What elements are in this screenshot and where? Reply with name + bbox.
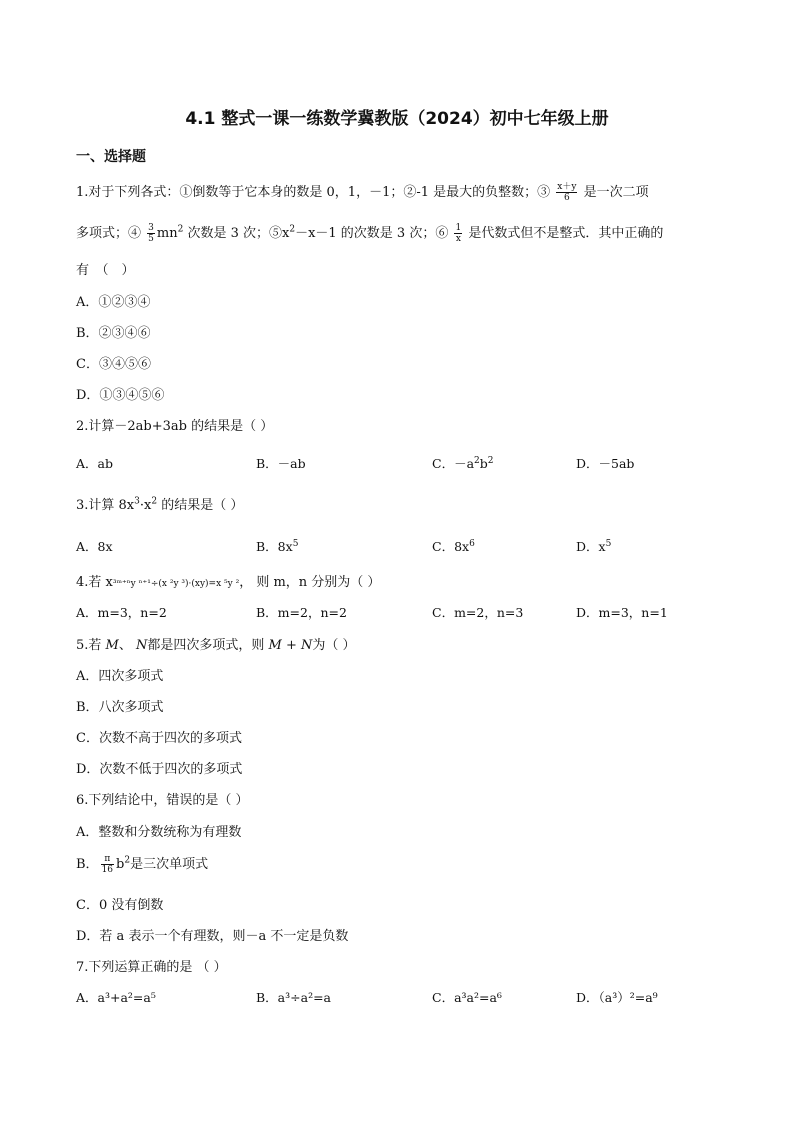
exponent: 3 [134, 496, 140, 507]
stem-text: 、 [118, 638, 136, 653]
fraction-3-over-5 [147, 223, 155, 244]
question-5-option-c[interactable]: C．次数不高于四次的多项式 [76, 731, 242, 746]
question-2-option-b[interactable]: B．－ab [256, 456, 306, 471]
question-1-line-2 [76, 222, 663, 244]
stem-text: 5.若 [76, 638, 106, 653]
option-text: B．8x [256, 539, 293, 554]
exponent: 2 [151, 496, 158, 507]
fraction-numerator: 3 [148, 223, 154, 233]
question-4-option-c[interactable]: C．m=2，n=3 [432, 605, 524, 620]
question-1-text-b: 是一次二项 [583, 185, 649, 200]
question-2-option-d[interactable]: D．－5ab [576, 456, 635, 471]
fraction-denominator: x [455, 234, 461, 244]
question-7-option-d[interactable]: D．（a³）²=a⁹ [576, 990, 658, 1005]
fraction-numerator: π [101, 854, 114, 865]
exponent: 6 [469, 538, 475, 549]
stem-text: 都是四次多项式，则 [147, 638, 269, 653]
question-7-stem: 7.下列运算正确的是 （ ） [76, 960, 227, 975]
question-3-option-b[interactable] [256, 537, 298, 555]
question-1-option-a[interactable]: A．①②③④ [76, 295, 151, 310]
question-5-stem [76, 634, 356, 653]
question-2-option-c[interactable] [432, 454, 494, 472]
question-3-option-a[interactable]: A．8x [76, 539, 113, 554]
option-text: D．x [576, 539, 606, 554]
question-5-option-a[interactable]: A．四次多项式 [76, 669, 164, 684]
stem-text: 为（ ） [312, 638, 356, 653]
fraction-denominator: 6 [564, 193, 570, 203]
fraction-pi-over-16 [101, 854, 114, 875]
variable-n: N [136, 638, 148, 653]
question-2-stem: 2.计算－2ab+3ab 的结果是（ ） [76, 419, 274, 434]
question-2-option-a[interactable]: A．ab [76, 456, 113, 471]
expression-m-plus-n: M + N [268, 638, 313, 653]
option-text: b [116, 857, 125, 872]
exponent: 5 [292, 538, 299, 549]
question-4-option-d[interactable]: D．m=3，n=1 [576, 605, 668, 620]
exponent: 2 [487, 455, 494, 466]
question-6-stem: 6.下列结论中，错误的是（ ） [76, 793, 249, 808]
option-text: C．8x [432, 539, 470, 554]
stem-text: ， 则 m，n 分别为（ ） [239, 575, 381, 590]
fraction-1-over-x [454, 223, 462, 244]
stem-expression: ³ᵐ⁺ⁿy ⁿ⁺¹÷(x ²y ³)·(xy)=x ⁵y ² [112, 579, 240, 589]
exponent: 2 [474, 455, 480, 466]
question-7-option-a[interactable]: A．a³+a²=a⁵ [76, 990, 156, 1005]
question-3-stem [76, 494, 243, 513]
exponent: 2 [289, 224, 296, 235]
section-heading: 一、选择题 [76, 149, 146, 165]
question-4-option-b[interactable]: B．m=2，n=2 [256, 605, 347, 620]
question-6-option-c[interactable]: C．0 没有倒数 [76, 898, 164, 913]
question-4-option-a[interactable]: A．m=3，n=2 [76, 605, 167, 620]
option-text: 是三次单项式 [130, 857, 209, 872]
question-1-option-b[interactable]: B．②③④⑥ [76, 326, 151, 341]
fraction-denominator: 16 [101, 865, 114, 875]
exponent: 2 [177, 224, 184, 235]
exponent: 5 [605, 538, 612, 549]
question-5-option-b[interactable]: B．八次多项式 [76, 700, 164, 715]
question-3-option-d[interactable] [576, 537, 611, 555]
question-1-option-c[interactable]: C．③④⑤⑥ [76, 357, 151, 372]
question-7-option-b[interactable]: B．a³÷a²=a [256, 990, 332, 1005]
stem-text: ·x [139, 498, 152, 513]
fraction-numerator: 1 [455, 223, 462, 233]
question-5-option-d[interactable]: D．次数不低于四次的多项式 [76, 762, 243, 777]
question-6-option-d[interactable]: D．若 a 表示一个有理数，则－a 不一定是负数 [76, 929, 349, 944]
question-1-text-e: －x－1 的次数是 3 次；⑥ [295, 226, 449, 241]
question-1-option-d[interactable]: D．①③④⑤⑥ [76, 388, 165, 403]
question-1-line-1 [76, 181, 649, 203]
exponent: 2 [124, 855, 131, 866]
stem-text: 3.计算 8x [76, 498, 135, 513]
question-7-option-c[interactable]: C．a³a²=a⁶ [432, 990, 502, 1005]
question-4-stem [76, 571, 380, 590]
stem-text: 4.若 x [76, 575, 113, 590]
question-3-option-c[interactable] [432, 537, 475, 555]
fraction-numerator: x＋y [557, 182, 577, 192]
fraction-x-plus-y-over-6 [556, 182, 577, 203]
question-1-text-f: 是代数式但不是整式．其中正确的 [468, 226, 664, 241]
document-title: 4.1 整式一课一练数学冀教版（2024）初中七年级上册 [185, 109, 609, 129]
fraction-denominator: 5 [148, 234, 154, 244]
question-1-text-d: 次数是 3 次；⑤x [183, 226, 290, 241]
option-text: b [479, 456, 488, 471]
question-1-line-3: 有 （ ） [76, 263, 135, 278]
stem-text: 的结果是（ ） [157, 498, 244, 513]
question-1-text-a: 1.对于下列各式：①倒数等于它本身的数是 0，1，－1；②-1 是最大的负整数；③ [76, 185, 551, 200]
option-text: B． [76, 857, 99, 872]
variable-m: M [105, 638, 119, 653]
question-6-option-b[interactable] [76, 853, 208, 875]
question-6-option-a[interactable]: A．整数和分数统称为有理数 [76, 825, 242, 840]
question-1-text-c: 多项式；④ [76, 226, 142, 241]
option-text: C．－a [432, 456, 475, 471]
monomial-mn: mn [156, 226, 178, 241]
